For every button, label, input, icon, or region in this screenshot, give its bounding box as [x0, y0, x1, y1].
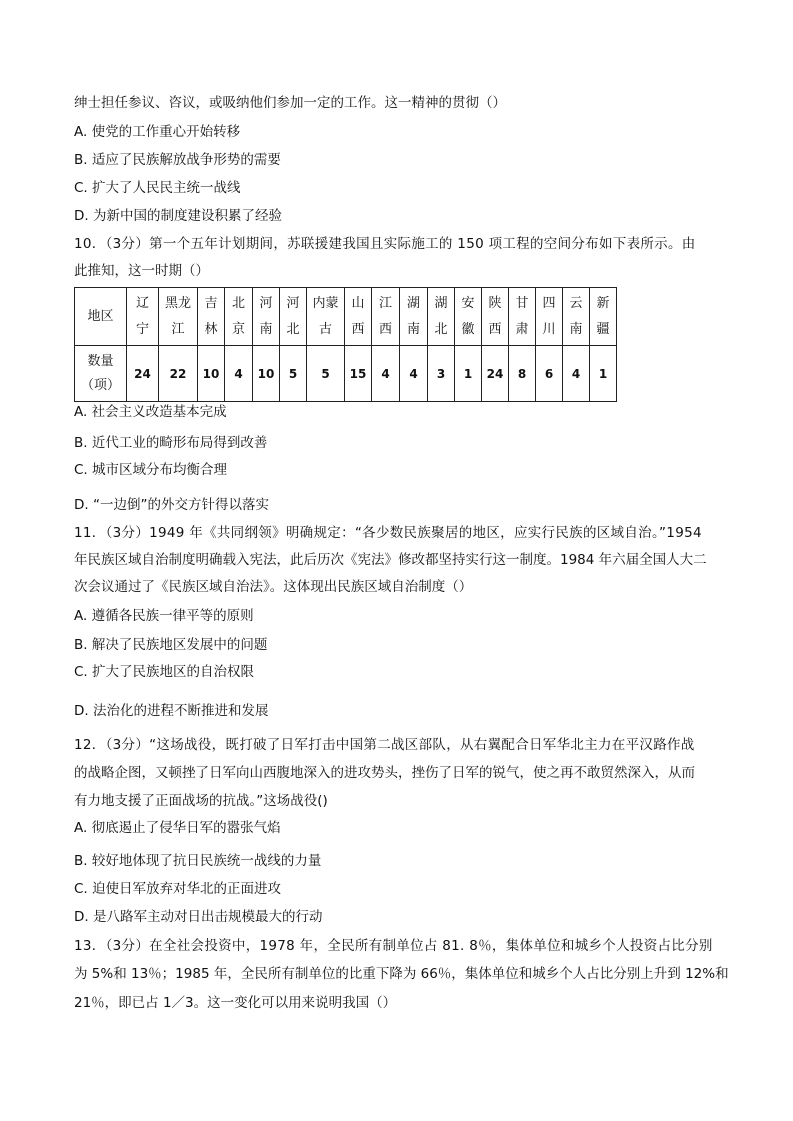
count-cell: 24	[482, 346, 509, 402]
count-cell: 24	[127, 346, 159, 402]
region-cell: 湖北	[434, 295, 448, 337]
table-row-counts	[75, 346, 617, 402]
region-cell: 黑龙江	[164, 295, 191, 337]
region-cell: 湖南	[406, 295, 420, 337]
q13-stem-line-3: 21％，即已占 1／3。这一变化可以用来说明我国（）	[74, 995, 397, 1011]
q11-option-a: A. 遵循各民族一律平等的原则	[74, 608, 254, 624]
q13-stem-line-1: 13．（3分）在全社会投资中，1978 年，全民所有制单位占 81. 8％，集体单位和城乡个人投资占比分别	[74, 938, 713, 954]
region-cell: 安徽	[461, 295, 475, 337]
q12-option-d: D. 是八路军主动对日出击规模最大的行动	[74, 909, 323, 925]
region-cell: 河南	[259, 295, 273, 337]
count-cell: 4	[400, 346, 428, 402]
region-cell: 河北	[286, 295, 300, 337]
q10-option-c: C. 城市区域分布均衡合理	[74, 462, 228, 478]
q11-stem-line-3: 次会议通过了《民族区域自治法》。这体现出民族区域自治制度（）	[74, 579, 473, 595]
q12-stem-line-2: 的战略企图，又顿挫了日军向山西腹地深入的进攻势头，挫伤了日军的锐气，使之再不敢贸然深入，从而	[74, 765, 695, 781]
q11-stem-line-2: 年民族区域自治制度明确载入宪法，此后历次《宪法》修改都坚持实行这一制度。1984 年六届全国人大二	[74, 552, 707, 568]
q12-option-b: B. 较好地体现了抗日民族统一战线的力量	[74, 853, 322, 869]
count-cell: 6	[536, 346, 563, 402]
region-cell: 甘肃	[515, 295, 529, 337]
table-row-regions	[75, 288, 617, 346]
q11-option-b: B. 解决了民族地区发展中的问题	[74, 637, 268, 653]
q12-option-a: A. 彻底遏止了侵华日军的嚣张气焰	[74, 820, 281, 836]
region-cell: 新疆	[596, 295, 610, 337]
q10-stem-line-1: 10．（3分）第一个五年计划期间，苏联援建我国且实际施工的 150 项工程的空间分布如下表所示。由	[74, 236, 696, 252]
region-cell: 江西	[378, 295, 392, 337]
q9-option-d: D. 为新中国的制度建设积累了经验	[74, 208, 282, 224]
count-cell: 4	[372, 346, 400, 402]
count-cell: 1	[455, 346, 482, 402]
q12-option-c: C. 迫使日军放弃对华北的正面进攻	[74, 881, 282, 897]
region-cell: 北京	[231, 295, 245, 337]
count-cell: 1	[590, 346, 617, 402]
count-cell: 4	[563, 346, 590, 402]
q9-option-b: B. 适应了民族解放战争形势的需要	[74, 152, 281, 168]
project-distribution-table	[74, 287, 617, 402]
q13-stem-line-2: 为 5%和 13％；1985 年，全民所有制单位的比重下降为 66％，集体单位和城乡个人占比分别上升到 12%和	[74, 966, 729, 982]
q9-option-c: C. 扩大了人民民主统一战线	[74, 180, 241, 196]
q9-stem-tail: 绅士担任参议、咨议，或吸纳他们参加一定的工作。这一精神的贯彻（）	[74, 95, 506, 111]
q12-stem-line-3: 有力地支援了正面战场的抗战。”这场战役()	[74, 793, 328, 809]
count-cell: 3	[428, 346, 455, 402]
region-cell: 陕西	[488, 295, 502, 337]
q10-stem-line-2: 此推知，这一时期（）	[74, 263, 209, 279]
q11-option-d: D. 法治化的进程不断推进和发展	[74, 703, 269, 719]
count-label-top: 数量	[87, 353, 114, 369]
region-cell: 辽宁	[135, 295, 149, 337]
q11-stem-line-1: 11．（3分）1949 年《共同纲领》明确规定：“各少数民族聚居的地区，应实行民族的区域自治。”1954	[74, 525, 702, 541]
count-cell: 10	[198, 346, 225, 402]
region-cell: 山西	[351, 295, 365, 337]
table-row-label: 地区	[75, 288, 127, 346]
count-label-bottom: （项）	[80, 377, 120, 393]
q11-option-c: C. 扩大了民族地区的自治权限	[74, 664, 255, 680]
count-cell: 22	[159, 346, 198, 402]
q10-option-d: D. “一边倒”的外交方针得以落实	[74, 497, 269, 513]
count-cell: 10	[253, 346, 280, 402]
table-row-label	[75, 346, 127, 402]
region-cell: 云南	[569, 295, 583, 337]
q10-option-a: A. 社会主义改造基本完成	[74, 404, 227, 420]
q10-option-b: B. 近代工业的畸形布局得到改善	[74, 435, 268, 451]
region-cell: 吉林	[204, 295, 218, 337]
count-cell: 8	[509, 346, 536, 402]
q9-option-a: A. 使党的工作重心开始转移	[74, 124, 241, 140]
region-cell: 四川	[542, 295, 556, 337]
count-cell: 15	[345, 346, 372, 402]
q12-stem-line-1: 12．（3分）“这场战役，既打破了日军打击中国第二战区部队，从右翼配合日军华北主力在平汉路作战	[74, 737, 695, 753]
region-cell: 内蒙古	[312, 295, 339, 337]
count-cell: 5	[307, 346, 345, 402]
count-cell: 5	[280, 346, 307, 402]
count-cell: 4	[225, 346, 253, 402]
